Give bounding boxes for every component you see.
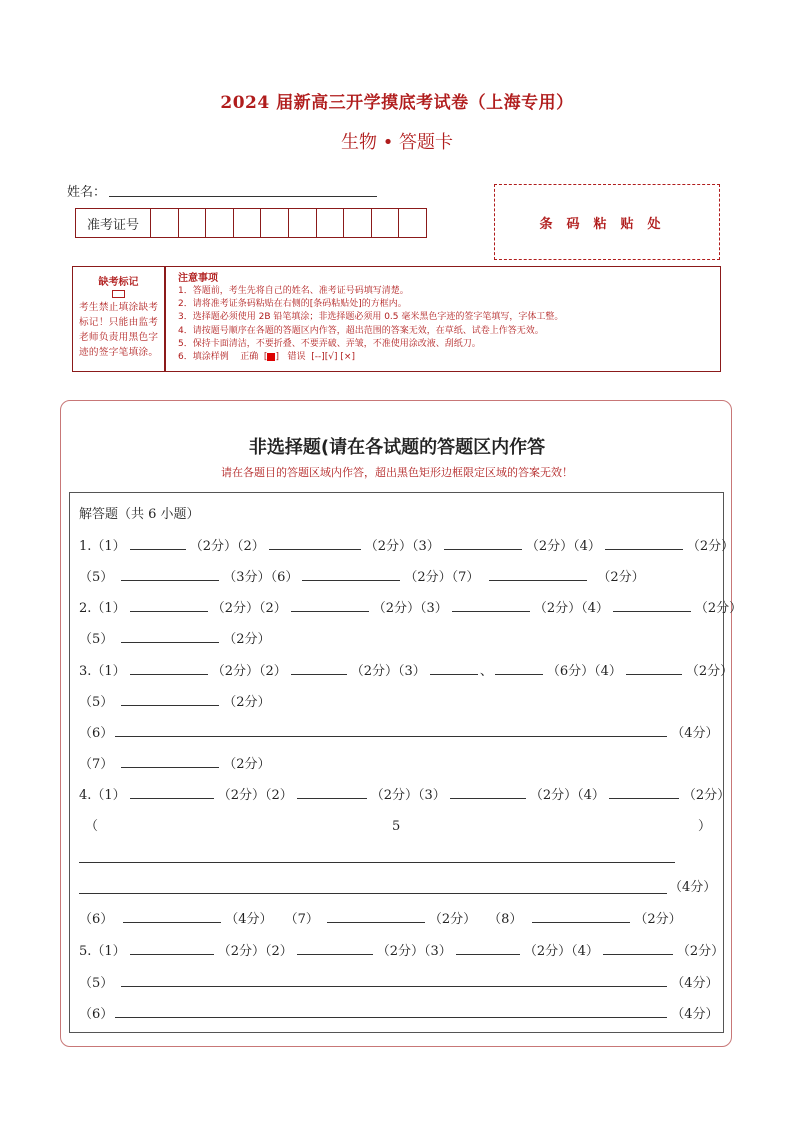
points-label: （4分）	[671, 726, 719, 741]
q3-1-label: 3.（1）	[79, 664, 126, 679]
answer-blank[interactable]	[123, 910, 221, 923]
q4-4-label: （4）	[577, 788, 605, 803]
answer-line[interactable]	[79, 862, 675, 863]
points-label: （2分）	[682, 788, 731, 803]
points-label: （2分）	[370, 788, 419, 803]
answer-blank[interactable]	[121, 755, 219, 768]
absent-mark-text: 考生禁止填涂缺考标记！只能由监考老师负责用黑色字迹的签字笔填涂。	[79, 302, 158, 358]
question-row	[79, 755, 271, 774]
points-label: （2分）	[529, 788, 578, 803]
question-row	[79, 942, 724, 961]
points-label: （4分）	[225, 912, 273, 927]
q4-5-open: （	[85, 819, 99, 834]
note-item: 2．请将准考证条码粘贴在右侧的[条码粘贴处]的方框内。	[178, 299, 407, 310]
note-item: 3．选择题必须使用 2B 铅笔填涂；非选择题必须用 0.5 毫米黑色字迹的签字笔填写，字体工整。	[178, 312, 564, 323]
q4-5-number: 5	[392, 819, 401, 834]
answer-blank[interactable]	[489, 568, 587, 581]
points-label: （2分）	[404, 570, 452, 585]
q2-2-label: （2）	[258, 601, 287, 616]
q1-6-label: （6）	[270, 570, 299, 585]
question-row	[79, 599, 742, 618]
fill-correct-label: 正确	[240, 352, 259, 363]
q5-3-label: （3）	[424, 944, 452, 959]
q5-2-label: （2）	[264, 944, 293, 959]
exam-id-label: 准考证号	[76, 209, 151, 237]
q4-2-label: （2）	[264, 788, 293, 803]
q4-6-label: （6）	[79, 912, 114, 927]
question-row	[79, 974, 719, 993]
answer-blank[interactable]	[626, 662, 682, 675]
question-row	[79, 724, 719, 743]
answer-blank[interactable]	[452, 599, 530, 612]
points-label: （3分）	[223, 570, 271, 585]
note-item: 1．答题前，考生先将自己的姓名、准考证号码填写清楚。	[178, 286, 409, 296]
points-label: （2分）	[223, 632, 271, 647]
points-label: （4分）	[671, 976, 719, 991]
notes-title: 注意事项	[178, 273, 218, 284]
q1-7-label: （7）	[451, 570, 480, 585]
points-label: （2分）	[533, 601, 582, 616]
question-row	[79, 537, 734, 556]
points-label: （2分）	[223, 695, 271, 710]
notes-box	[165, 266, 721, 372]
answer-blank[interactable]	[613, 599, 691, 612]
answer-blank[interactable]	[297, 786, 367, 799]
points-label: （2分）	[189, 539, 237, 554]
points-label: （2分）	[211, 601, 259, 616]
note-item: 5．保持卡面清洁，不要折叠、不要弄破、弄皱，不准使用涂改液、刮纸刀。	[178, 338, 481, 349]
points-label: （2分）	[364, 539, 413, 554]
points-label: （2分）	[372, 601, 421, 616]
exam-id-box	[75, 208, 427, 238]
q4-5-close: ）	[698, 819, 712, 834]
exam-id-cell[interactable]	[372, 209, 400, 237]
fill-sample-label: 6．填涂样例	[178, 352, 229, 363]
answer-blank[interactable]	[291, 662, 347, 675]
separator: 、	[479, 664, 493, 679]
q3-6-label: （6）	[79, 726, 114, 741]
q2-1-label: 2.（1）	[79, 601, 126, 616]
question-row	[79, 662, 733, 681]
points-label: （2分）	[376, 944, 425, 959]
points-label: （2分）	[523, 944, 572, 959]
points-label: （2分）	[525, 539, 574, 554]
exam-id-cell[interactable]	[344, 209, 372, 237]
page-title: 2024 届新高三开学摸底考试卷（上海专用）	[220, 93, 574, 113]
absent-mark-title: 缺考标记	[98, 277, 139, 288]
answer-blank[interactable]	[130, 537, 186, 550]
page-subtitle: 生物 • 答题卡	[340, 132, 454, 153]
answer-blank[interactable]	[327, 910, 425, 923]
section-heading: 解答题（共 6 小题）	[79, 507, 200, 522]
exam-id-cell[interactable]	[399, 209, 426, 237]
answer-blank[interactable]	[130, 786, 214, 799]
answer-blank[interactable]	[121, 974, 667, 987]
answer-blank[interactable]	[456, 942, 520, 955]
exam-id-cell[interactable]	[289, 209, 317, 237]
points-label: （2分）	[685, 664, 734, 679]
fill-wrong-label: 错误	[287, 352, 306, 363]
exam-id-cell[interactable]	[234, 209, 262, 237]
answer-blank[interactable]	[603, 942, 673, 955]
q2-5-label: （5）	[79, 632, 114, 647]
points-label: （2分）	[694, 601, 743, 616]
answer-blank[interactable]	[495, 662, 543, 675]
answer-line[interactable]	[79, 893, 667, 894]
exam-id-cell[interactable]	[151, 209, 179, 237]
answer-blank[interactable]	[130, 599, 208, 612]
name-label: 姓名：	[67, 185, 107, 200]
points-label: （2分）	[597, 570, 645, 585]
q4-8-label: （8）	[488, 912, 523, 927]
points-label: （4分）	[671, 1007, 719, 1022]
exam-id-cell[interactable]	[261, 209, 289, 237]
exam-id-cell[interactable]	[179, 209, 207, 237]
answer-blank[interactable]	[605, 537, 683, 550]
points-label: （2分）	[686, 539, 735, 554]
points-label: （4分）	[669, 880, 717, 895]
q3-3-label: （3）	[398, 664, 426, 679]
points-label: （2分）	[211, 664, 259, 679]
filled-square-icon	[267, 353, 275, 361]
name-field[interactable]	[109, 196, 377, 197]
fill-wrong-marks: [--][√] [×]	[311, 352, 355, 363]
question-row	[79, 910, 682, 929]
absent-mark-checkbox[interactable]	[112, 290, 125, 298]
q3-4-label: （4）	[594, 664, 622, 679]
question-row	[79, 568, 645, 587]
answer-blank[interactable]	[269, 537, 361, 550]
q4-7-label: （7）	[284, 912, 319, 927]
answer-blank[interactable]	[130, 662, 208, 675]
question-row	[79, 693, 271, 712]
question-row	[79, 786, 730, 805]
q1-5-label: （5）	[79, 570, 114, 585]
answer-blank[interactable]	[115, 1005, 667, 1018]
answer-blank[interactable]	[121, 630, 219, 643]
question-row	[79, 630, 271, 649]
points-label: （2分）	[634, 912, 682, 927]
q1-4-label: （4）	[573, 539, 601, 554]
answer-blank[interactable]	[450, 786, 526, 799]
answer-blank[interactable]	[115, 724, 667, 737]
points-label: （2分）	[350, 664, 399, 679]
points-label: （6分）	[546, 664, 595, 679]
answer-blank[interactable]	[297, 942, 373, 955]
points-label: （2分）	[217, 944, 265, 959]
q4-1-label: 4.（1）	[79, 788, 126, 803]
answer-blank[interactable]	[121, 568, 219, 581]
points-label: （2分）	[223, 757, 271, 772]
answer-blank[interactable]	[121, 693, 219, 706]
barcode-area	[494, 184, 720, 260]
q5-1-label: 5.（1）	[79, 944, 126, 959]
q1-2-label: （2）	[236, 539, 265, 554]
section-title: 非选择题(请在各试题的答题区内作答	[248, 437, 546, 458]
q5-6-label: （6）	[79, 1007, 114, 1022]
q4-3-label: （3）	[418, 788, 446, 803]
note-item: 4．请按题号顺序在各题的答题区内作答，超出范围的答案无效，在草纸、试卷上作答无效。	[178, 325, 544, 336]
q5-5-label: （5）	[79, 976, 114, 991]
points-label: （2分）	[217, 788, 265, 803]
q3-2-label: （2）	[258, 664, 287, 679]
answer-blank[interactable]	[430, 662, 478, 675]
answer-blank[interactable]	[302, 568, 400, 581]
answer-blank[interactable]	[291, 599, 369, 612]
points-label: （2分）	[428, 912, 477, 927]
q3-7-label: （7）	[79, 757, 114, 772]
question-row	[79, 1005, 719, 1024]
q1-1-label: 1.（1）	[79, 539, 126, 554]
q2-3-label: （3）	[420, 601, 448, 616]
answer-blank[interactable]	[444, 537, 522, 550]
exam-id-cell[interactable]	[206, 209, 234, 237]
q5-4-label: （4）	[571, 944, 599, 959]
exam-id-cell[interactable]	[317, 209, 345, 237]
section-subtitle: 请在各题目的答题区域内作答，超出黑色矩形边框限定区域的答案无效！	[221, 466, 573, 479]
q3-5-label: （5）	[79, 695, 114, 710]
barcode-label: 条码粘贴处	[539, 216, 675, 232]
answer-blank[interactable]	[130, 942, 214, 955]
answer-blank[interactable]	[609, 786, 679, 799]
answer-box	[69, 492, 743, 1033]
note-item-fill-sample: 6．填涂样例 正确 [ ] 错误 [--][√] [×]	[178, 352, 355, 363]
absent-mark-box	[72, 266, 165, 372]
q2-4-label: （4）	[581, 601, 609, 616]
answer-blank[interactable]	[532, 910, 630, 923]
q1-3-label: （3）	[412, 539, 440, 554]
points-label: （2分）	[676, 944, 725, 959]
